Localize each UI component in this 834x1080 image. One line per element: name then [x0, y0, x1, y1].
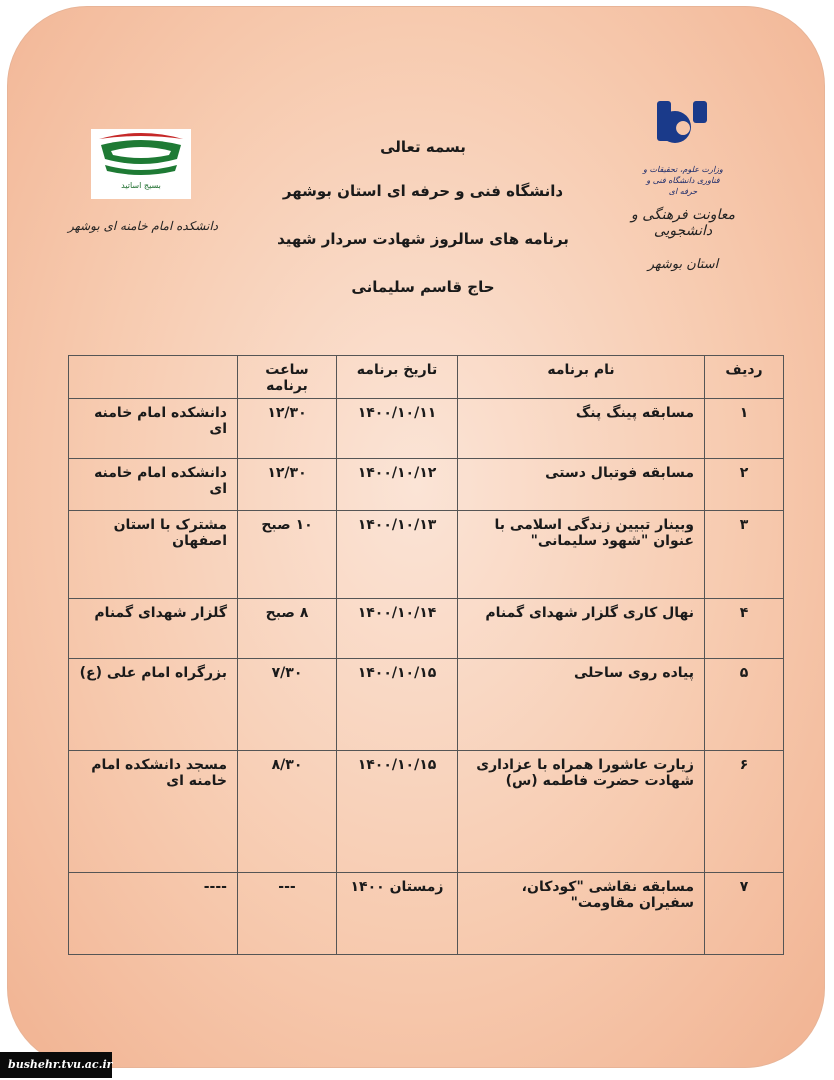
cell-location: مسجد دانشکده امام خامنه ای [69, 751, 238, 873]
cell-program-time: ۱۰ صبح [238, 511, 337, 599]
cell-program-name: مسابقه نقاشی "کودکان، سفیران مقاومت" [458, 873, 705, 955]
cell-program-date: ۱۴۰۰/۱۰/۱۵ [337, 659, 458, 751]
cell-program-name: پیاده روی ساحلی [458, 659, 705, 751]
header-basmala: بسمه تعالی [380, 138, 466, 156]
cell-program-time: ۱۲/۳۰ [238, 459, 337, 511]
cell-program-time: ۸ صبح [238, 599, 337, 659]
cell-program-time: ۸/۳۰ [238, 751, 337, 873]
header-row-number: ردیف [705, 356, 784, 399]
cell-program-name: نهال کاری گلزار شهدای گمنام [458, 599, 705, 659]
ministry-caption: وزارت علوم، تحقیقات و فناوری دانشگاه فنی و حرفه ای [643, 165, 723, 196]
cell-program-date: زمستان ۱۴۰۰ [337, 873, 458, 955]
logo-right [608, 92, 758, 292]
cell-location: دانشکده امام خامنه ای [69, 459, 238, 511]
header-martyr-name: حاج قاسم سلیمانی [351, 278, 495, 296]
header [258, 127, 588, 311]
cell-location: ---- [69, 873, 238, 955]
cell-row-number: ۴ [705, 599, 784, 659]
cell-location: گلزار شهدای گمنام [69, 599, 238, 659]
province-caption: استان بوشهر [647, 257, 719, 272]
cell-row-number: ۱ [705, 399, 784, 459]
basij-logo-box [91, 129, 191, 199]
cell-program-time: ۷/۳۰ [238, 659, 337, 751]
cell-program-date: ۱۴۰۰/۱۰/۱۱ [337, 399, 458, 459]
cell-row-number: ۲ [705, 459, 784, 511]
table-row [69, 751, 784, 873]
header-program-date: تاریخ برنامه [337, 356, 458, 399]
table-row [69, 511, 784, 599]
table-header-row [69, 356, 784, 399]
logo-left [63, 117, 223, 257]
basij-logo-icon [91, 129, 191, 181]
schedule-table [68, 355, 784, 955]
cell-location: مشترک با استان اصفهان [69, 511, 238, 599]
table-row [69, 599, 784, 659]
table-row [69, 459, 784, 511]
cell-row-number: ۶ [705, 751, 784, 873]
header-university: دانشگاه فنی و حرفه ای استان بوشهر [282, 182, 564, 200]
table-row [69, 873, 784, 955]
header-program-time: ساعت برنامه [238, 356, 337, 399]
cell-program-date: ۱۴۰۰/۱۰/۱۳ [337, 511, 458, 599]
cell-location: بزرگراه امام علی (ع) [69, 659, 238, 751]
header-location [69, 356, 238, 399]
cell-program-time: --- [238, 873, 337, 955]
basij-logo-tag: بسیج اساتید [121, 181, 161, 190]
table-row [69, 399, 784, 459]
cell-row-number: ۵ [705, 659, 784, 751]
table-row [69, 659, 784, 751]
cell-row-number: ۷ [705, 873, 784, 955]
cell-program-name: وبینار تبیین زندگی اسلامی با عنوان "شهود سلیمانی" [458, 511, 705, 599]
cell-program-time: ۱۲/۳۰ [238, 399, 337, 459]
cell-program-date: ۱۴۰۰/۱۰/۱۲ [337, 459, 458, 511]
cell-program-name: مسابقه پینگ پنگ [458, 399, 705, 459]
header-program-name: نام برنامه [458, 356, 705, 399]
cell-location: دانشکده امام خامنه ای [69, 399, 238, 459]
cell-program-date: ۱۴۰۰/۱۰/۱۴ [337, 599, 458, 659]
cell-program-date: ۱۴۰۰/۱۰/۱۵ [337, 751, 458, 873]
header-program-title: برنامه های سالروز شهادت سردار شهید [277, 230, 569, 248]
university-logo-icon [653, 97, 713, 167]
college-caption: دانشکده امام خامنه ای بوشهر [67, 219, 219, 233]
cell-program-name: زیارت عاشورا همراه با عزاداری شهادت حضرت فاطمه (س) [458, 751, 705, 873]
department-caption: معاونت فرهنگی و دانشجویی [630, 207, 735, 239]
cell-program-name: مسابقه فوتبال دستی [458, 459, 705, 511]
website-footer[interactable]: bushehr.tvu.ac.ir [0, 1052, 112, 1078]
cell-row-number: ۳ [705, 511, 784, 599]
